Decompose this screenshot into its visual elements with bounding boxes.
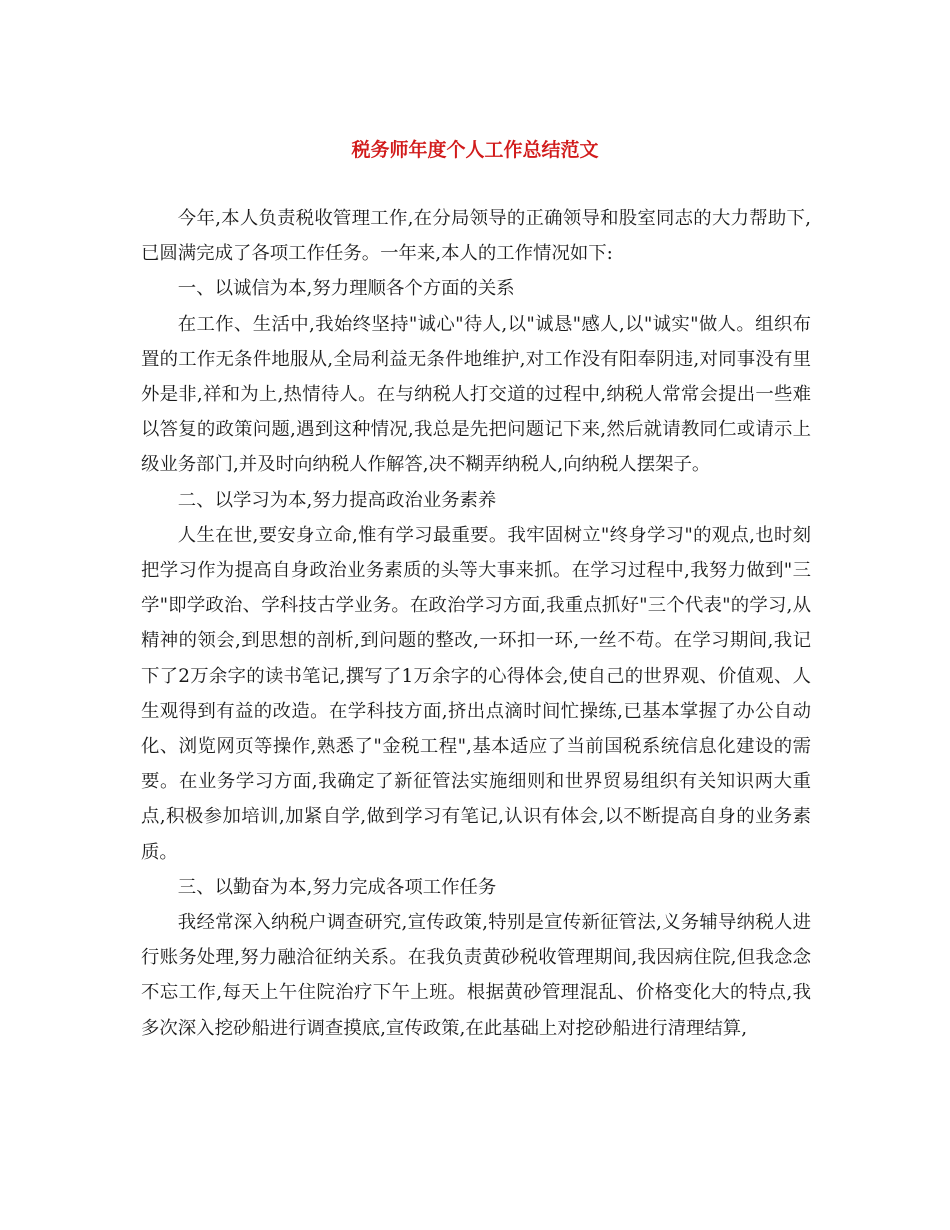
section-heading-3: 三、以勤奋为本,努力完成各项工作任务 — [177, 876, 497, 898]
section-heading-1: 一、以诚信为本,努力理顺各个方面的关系 — [177, 278, 515, 300]
paragraph-intro: 今年,本人负责税收管理工作,在分局领导的正确领导和股室同志的大力帮助下,已圆满完成了各项工作任务。一年来,本人的工作情况如下: — [141, 208, 811, 265]
section-heading-2: 二、以学习为本,努力提高政治业务素养 — [177, 489, 497, 511]
paragraph-section-2: 人生在世,要安身立命,惟有学习最重要。我牢固树立"终身学习"的观点,也时刻把学习作为提高自身政治业务素质的头等大事来抓。在学习过程中,我努力做到"三学"即学政治、学科技古学业务。在政治学习方面,我重点抓好"三个代表"的学习,从精神的领会,到思想的剖析,到问题的整改,一环扣一环,一丝不苟。在学习期间,我记下了2万余字的读书笔记,撰写了1万余字的心得体会,使自己的世界观、价值观、人生观得到有益的改造。在学科技方面,挤出点滴时间忙操练,已基本掌握了办公自动化、浏览网页等操作,熟悉了"金税工程",基本适应了当前国税系统信息化建设的需要。在业务学习方面,我确定了新征管法实施细则和世界贸易组织有关知识两大重点,积极参加培训,加紧自学,做到学习有笔记,认识有体会,以不断提高自身的业务素质。 — [141, 524, 811, 863]
paragraph-section-3: 我经常深入纳税户调查研究,宣传政策,特别是宣传新征管法,义务辅导纳税人进行账务处理,努力融洽征纳关系。在我负责黄砂税收管理期间,我因病住院,但我念念不忘工作,每天上午住院治疗下午上班。根据黄砂管理混乱、价格变化大的特点,我多次深入挖砂船进行调查摸底,宣传政策,在此基础上对挖砂船进行清理结算, — [141, 912, 811, 1039]
document-title: 税务师年度个人工作总结范文 — [351, 139, 599, 161]
document-body — [141, 201, 811, 1046]
paragraph-section-1: 在工作、生活中,我始终坚持"诚心"待人,以"诚恳"感人,以"诚实"做人。组织布置的工作无条件地服从,全局利益无条件地维护,对工作没有阳奉阴违,对同事没有里外是非,祥和为上,热情待人。在与纳税人打交道的过程中,纳税人常常会提出一些难以答复的政策问题,遇到这种情况,我总是先把问题记下来,然后就请教同仁或请示上级业务部门,并及时向纳税人作解答,决不糊弄纳税人,向纳税人摆架子。 — [141, 313, 811, 476]
